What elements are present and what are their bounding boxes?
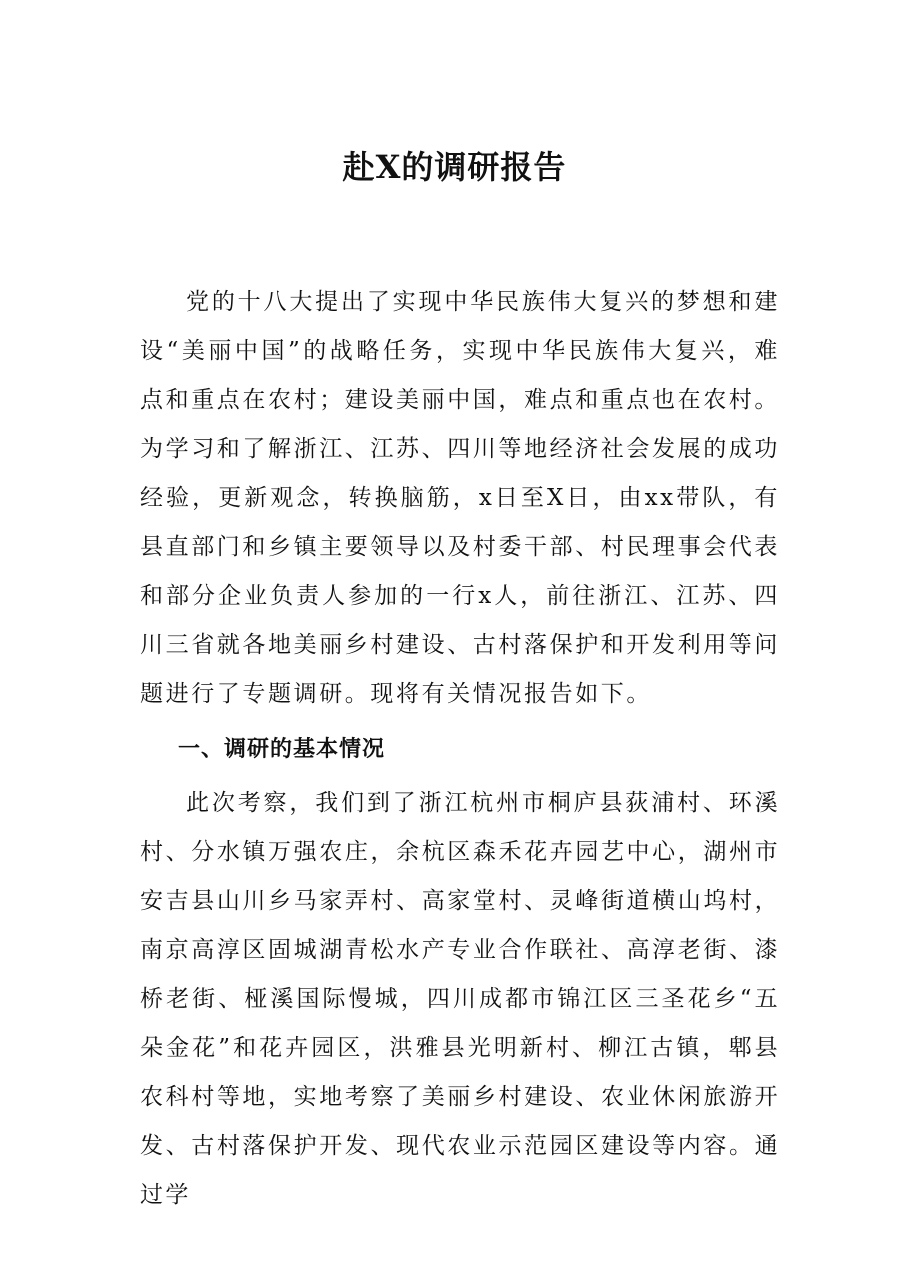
section-1-paragraph: 此次考察，我们到了浙江杭州市桐庐县荻浦村、环溪村、分水镇万强农庄，余杭区森禾花卉园艺中心，湖州市安吉县山川乡马家弄村、高家堂村、灵峰街道横山坞村，南京高淳区固城湖青松水产专业合作联社、高淳老街、漆桥老街、桠溪国际慢城，四川成都市锦江区三圣花乡“五朵金花”和花卉园区，洪雅县光明新村、柳江古镇，郫县农科村等地，实地考察了美丽乡村建设、农业休闲旅游开发、古村落保护开发、现代农业示范园区建设等内容。通过学	[140, 790, 780, 1208]
intro-paragraph: 党的十八大提出了实现中华民族伟大复兴的梦想和建设“美丽中国”的战略任务，实现中华民族伟大复兴，难点和重点在农村；建设美丽中国，难点和重点也在农村。为学习和了解浙江、江苏、四川等地经济社会发展的成功经验，更新观念，转换脑筋，x日至X日，由xx带队，有县直部门和乡镇主要领导以及村委干部、村民理事会代表和部分企业负责人参加的一行x人，前往浙江、江苏、四川三省就各地美丽乡村建设、古村落保护和开发利用等问题进行了专题调研。现将有关情况报告如下。	[140, 289, 780, 707]
document-title: 赴X的调研报告	[342, 148, 567, 186]
section-heading-1: 一、调研的基本情况	[178, 736, 386, 762]
document-body	[140, 278, 780, 1220]
